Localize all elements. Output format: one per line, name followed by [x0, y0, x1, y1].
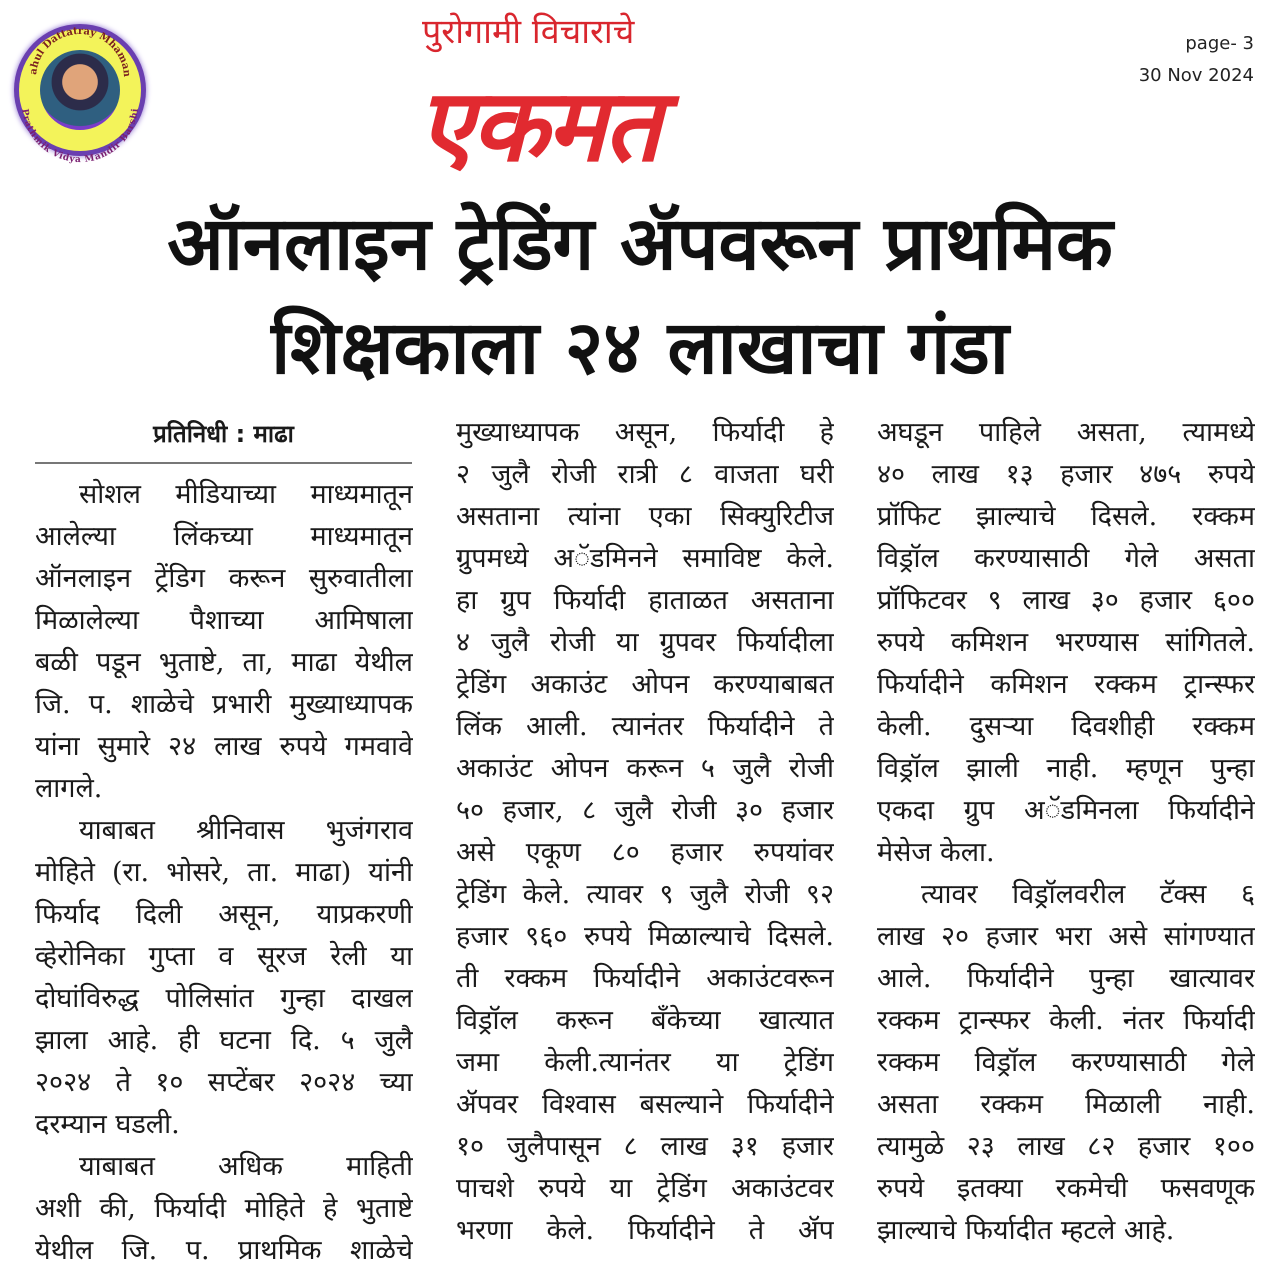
- article-line: याबाबत अधिक माहिती: [79, 1151, 413, 1182]
- article-line: ४ जुलै रोजी या ग्रुपवर फिर्यादीला: [456, 627, 834, 658]
- article-line: एकदा ग्रुप अॅडमिनला फिर्यादीने: [877, 795, 1255, 826]
- article-line: पाचशे रुपये या ट्रेडिंग अकाउंटवर: [456, 1173, 834, 1204]
- article-line: ट्रेडिंग अकाउंट ओपन करण्याबाबत: [456, 669, 834, 700]
- article-line: यांना सुमारे २४ लाख रुपये गमवावे: [35, 731, 413, 762]
- article-line: येथील जि. प. प्राथमिक शाळेचे: [35, 1235, 413, 1266]
- byline-divider: [35, 462, 412, 464]
- article-line: अशी की, फिर्यादी मोहिते हे भुताष्टे: [35, 1193, 413, 1224]
- article-line: असता रक्कम मिळाली नाही.: [877, 1089, 1255, 1120]
- publication-date: 30 Nov 2024: [1138, 65, 1254, 86]
- article-line: २०२४ ते १० सप्टेंबर २०२४ च्या: [35, 1067, 413, 1098]
- article-line: त्यामुळे २३ लाख ८२ हजार १००: [877, 1131, 1255, 1162]
- article-line: ती रक्कम फिर्यादीने अकाउंटवरून: [456, 963, 834, 994]
- article-line: आलेल्या लिंकच्या माध्यमातून: [35, 521, 413, 552]
- article-line: अकाउंट ओपन करून ५ जुलै रोजी: [456, 753, 834, 784]
- article-line: विड्रॉल झाली नाही. म्हणून पुन्हा: [877, 753, 1255, 784]
- article-line: दरम्यान घडली.: [35, 1109, 180, 1140]
- article-line: लाख २० हजार भरा असे सांगण्यात: [877, 921, 1255, 952]
- article-line: रक्कम विड्रॉल करण्यासाठी गेले: [877, 1047, 1255, 1078]
- article-line: झाला आहे. ही घटना दि. ५ जुलै: [35, 1025, 413, 1056]
- article-line: त्यावर विड्रॉलवरील टॅक्स ६: [921, 879, 1255, 910]
- article-line: मेसेज केला.: [877, 837, 995, 868]
- headline-line-1: ऑनलाइन ट्रेडिंग ॲपवरून प्राथमिक: [167, 201, 1113, 287]
- article-line: असे एकूण ८० हजार रुपयांवर: [456, 837, 834, 868]
- article-line: हा ग्रुप फिर्यादी हाताळत असताना: [456, 585, 834, 616]
- article-line: मोहिते (रा. भोसरे, ता. माढा) यांनी: [35, 857, 413, 888]
- article-line: ४० लाख १३ हजार ४७५ रुपये: [877, 459, 1255, 490]
- article-column-2: [456, 412, 834, 1252]
- article-line: अघडून पाहिले असता, त्यामध्ये: [877, 417, 1255, 448]
- article-line: आले. फिर्यादीने पुन्हा खात्यावर: [877, 963, 1255, 994]
- article-line: बळी पडून भुताष्टे, ता, माढा येथील: [35, 647, 413, 678]
- article-line: जमा केली.त्यानंतर या ट्रेडिंग: [456, 1047, 834, 1078]
- headline-line-2: शिक्षकाला २४ लाखाचा गंडा: [271, 305, 1009, 391]
- article-line: विड्रॉल करून बँकेच्या खात्यात: [456, 1005, 834, 1036]
- page-number: page- 3: [1185, 33, 1254, 54]
- article-line: ५० हजार, ८ जुलै रोजी ३० हजार: [456, 795, 834, 826]
- article-line: मुख्याध्यापक असून, फिर्यादी हे: [456, 417, 834, 448]
- article-line: जि. प. शाळेचे प्रभारी मुख्याध्यापक: [35, 689, 413, 720]
- article-line: प्रॉफिटवर ९ लाख ३० हजार ६००: [877, 585, 1255, 616]
- logo-bottom-text: Prathmik Vidya Mandir Barshi: [19, 108, 141, 165]
- author-badge-logo: [9, 16, 146, 165]
- article-line: हजार ९६० रुपये मिळाल्याचे दिसले.: [456, 921, 834, 952]
- article-line: फिर्याद दिली असून, याप्रकरणी: [35, 899, 413, 930]
- article-line: व्हेरोनिका गुप्ता व सूरज रेली या: [35, 941, 413, 972]
- article-line: भरणा केले. फिर्यादीने ते ॲप: [456, 1215, 834, 1246]
- article-line: रक्कम ट्रान्स्फर केली. नंतर फिर्यादी: [877, 1005, 1255, 1036]
- article-line: सोशल मीडियाच्या माध्यमातून: [79, 479, 413, 510]
- article-line: फिर्यादीने कमिशन रक्कम ट्रान्स्फर: [877, 669, 1255, 700]
- newspaper-masthead: एकमत: [418, 67, 659, 184]
- article-line: केली. दुसऱ्या दिवशीही रक्कम: [877, 711, 1255, 742]
- article-line: ॲपवर विश्वास बसल्याने फिर्यादीने: [456, 1089, 834, 1120]
- byline: प्रतिनिधी : माढा: [153, 420, 294, 448]
- article-line: दोघांविरुद्ध पोलिसांत गुन्हा दाखल: [35, 983, 413, 1014]
- article-line: रुपये कमिशन भरण्यास सांगितले.: [877, 627, 1255, 658]
- article-line: याबाबत श्रीनिवास भुजंगराव: [79, 815, 413, 846]
- svg-text:Prathmik Vidya Mandir Barshi: [20, 108, 141, 165]
- article-line: ऑनलाइन ट्रेंडिग करून सुरुवातीला: [35, 563, 413, 594]
- svg-text:Rahul Dattatray Mhamane: [10, 16, 132, 78]
- article-line: २ जुलै रोजी रात्री ८ वाजता घरी: [456, 459, 834, 490]
- article-column-3: [877, 412, 1255, 1252]
- article-line: ट्रेडिंग केले. त्यावर ९ जुलै रोजी ९२: [456, 879, 834, 910]
- article-line: रुपये इतक्या रकमेची फसवणूक: [877, 1173, 1255, 1204]
- article-line: असताना त्यांना एका सिक्युरिटीज: [456, 501, 834, 532]
- article-line: लागले.: [35, 773, 103, 804]
- logo-top-text: Rahul Dattatray Mhamane: [9, 16, 133, 78]
- article-line: मिळालेल्या पैशाच्या आमिषाला: [35, 605, 413, 636]
- article-line: ग्रुपमध्ये अॅडमिनने समाविष्ट केले.: [456, 543, 834, 574]
- article-line: विड्रॉल करण्यासाठी गेले असता: [877, 543, 1255, 574]
- masthead-tagline: पुरोगामी विचाराचे: [422, 12, 635, 52]
- article-line: प्रॉफिट झाल्याचे दिसले. रक्कम: [877, 501, 1255, 532]
- article-column-1: [35, 474, 413, 1272]
- article-line: लिंक आली. त्यानंतर फिर्यादीने ते: [456, 711, 834, 742]
- article-line: झाल्याचे फिर्यादीत म्हटले आहे.: [877, 1215, 1175, 1246]
- article-line: १० जुलैपासून ८ लाख ३१ हजार: [456, 1131, 834, 1162]
